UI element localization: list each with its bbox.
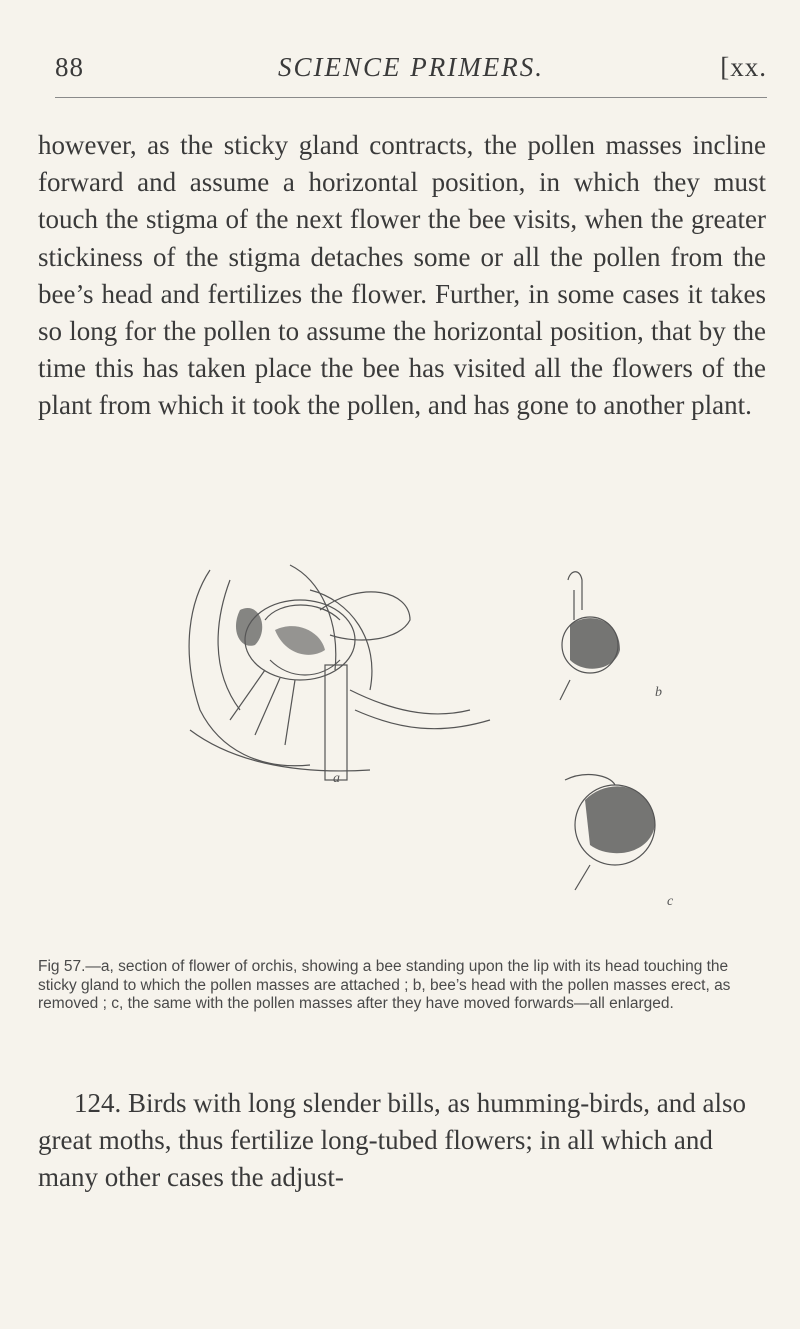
section-marker: [xx. (720, 52, 767, 82)
paragraph-continuation: however, as the sticky gland contracts, the pollen masses incline forward and assume a horizontal position, in which they must touch the stigma of the next flower the bee visits, when the greater stickiness of the stigma detaches some or all the pollen from the bee’s head and fertilizes the flower. Further, in some cases it takes so long for the pollen to assume the horizontal position, that by the time this has taken place the bee has visited all the flowers of the plant from which it took the pollen, and has gone to another plant. (38, 130, 766, 421)
bee-head-engraving (555, 740, 705, 925)
figure-bee-head-c (555, 740, 705, 925)
running-title: SCIENCE PRIMERS. (278, 52, 544, 82)
running-head (55, 52, 767, 88)
figure-label-a: a (333, 771, 340, 785)
page-number: 88 (55, 52, 84, 82)
header-rule (55, 97, 767, 98)
figure-caption: Fig 57.—a, section of flower of orchis, showing a bee standing upon the lip with its head touching the sticky gland to which the pollen masses are attached ; b, bee’s head with the pollen masses erect, as removed ; c, the same with the pollen masses after they have moved forwards—all enlarged. (38, 958, 731, 1013)
paragraph-124 (38, 1085, 766, 1196)
figure-label-b: b (655, 685, 662, 700)
figure-label-c: c (667, 894, 674, 909)
paragraph-124-text: 124. Birds with long slender bills, as humming-birds, and also great moths, thus fertilize long-tubed flowers; in all which and many other cases the adjust- (38, 1088, 746, 1192)
